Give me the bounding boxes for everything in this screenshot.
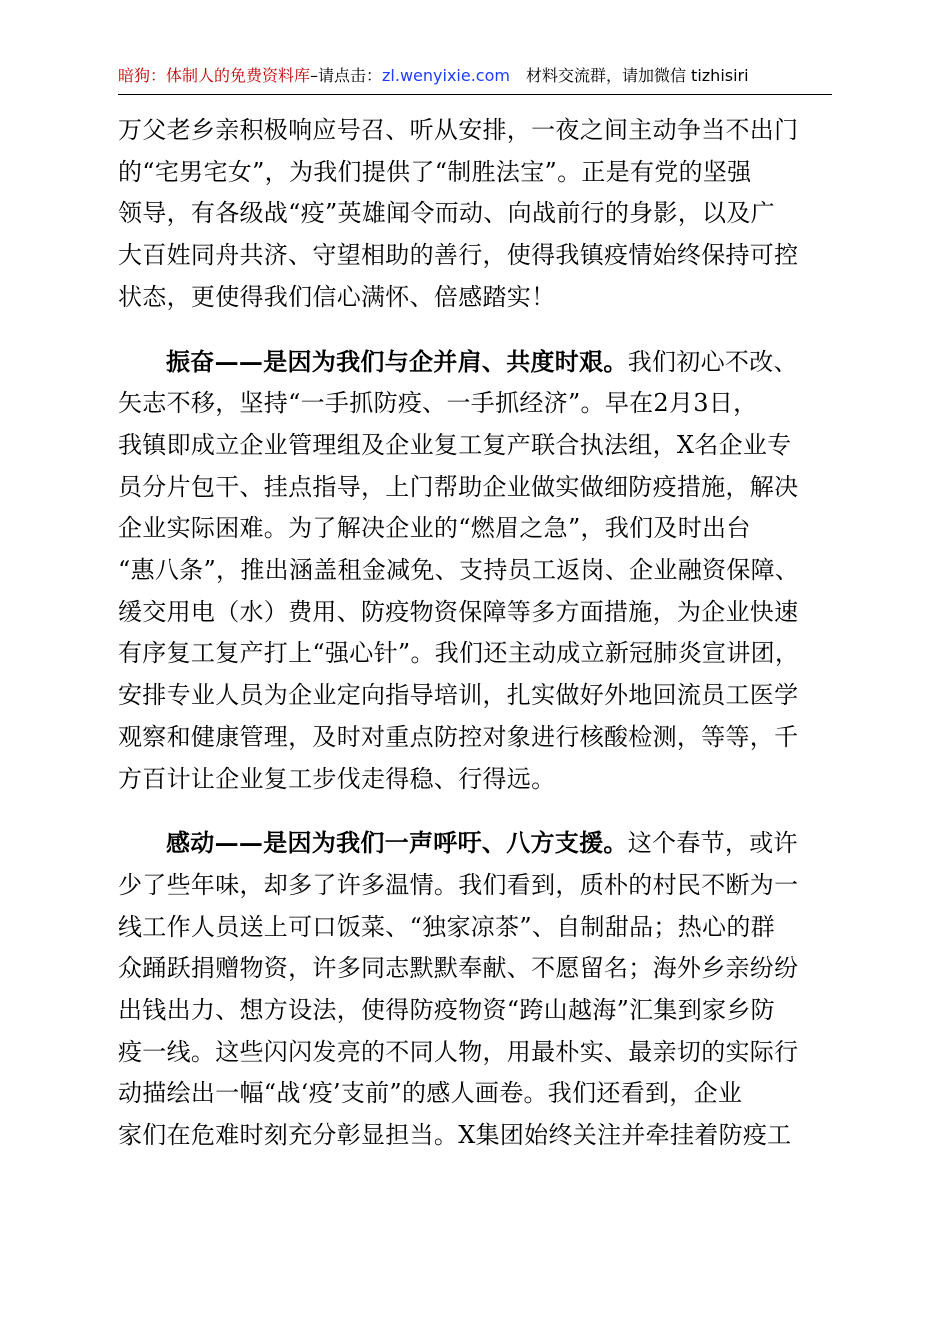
paragraph-line: 我镇即成立企业管理组及企业复工复产联合执法组，X名企业专 <box>118 430 792 459</box>
paragraph-line: 状态，更使得我们信心满怀、倍感踏实！ <box>118 282 556 311</box>
paragraph-line: 少了些年味，却多了许多温情。我们看到，质朴的村民不断为一 <box>118 870 799 899</box>
paragraph-line: 矢志不移，坚持“一手抓防疫、一手抓经济”。早在2月3日， <box>118 389 758 418</box>
paragraph-line: 出钱出力、想方设法，使得防疫物资“跨山越海”汇集到家乡防 <box>118 996 775 1025</box>
paragraph-line-rest: 这个春节，或许 <box>627 829 798 858</box>
paragraph-line: 众踊跃捐赠物资，许多同志默默奉献、不愿留名；海外乡亲纷纷 <box>118 954 799 983</box>
paragraph-line: 员分片包干、挂点指导，上门帮助企业做实做细防疫措施，解决 <box>118 472 799 501</box>
paragraph-lead-heading: 振奋——是因为我们与企并肩、共度时艰。 <box>166 346 628 376</box>
paragraph-line: 万父老乡亲积极响应号召、听从安排，一夜之间主动争当不出门 <box>118 116 799 144</box>
paragraph-line: 观察和健康管理，及时对重点防控对象进行核酸检测，等等，千 <box>118 722 799 751</box>
header-click-prompt: –请点击： <box>310 66 383 85</box>
paragraph-line: 线工作人员送上可口饭菜、“独家凉茶”、自制甜品；热心的群 <box>118 912 775 941</box>
paragraph-line: 方百计让企业复工步伐走得稳、行得远。 <box>118 764 556 793</box>
paragraph-line: 大百姓同舟共济、守望相助的善行，使得我镇疫情始终保持可控 <box>118 241 799 270</box>
paragraph-1 <box>118 110 838 319</box>
header-url-link[interactable]: zl.wenyixie.com <box>382 66 510 85</box>
header-brand: 暗狗：体制人的免费资料库 <box>118 66 311 85</box>
paragraph-line-rest: 我们初心不改、 <box>627 347 798 376</box>
paragraph-line: 动描绘出一幅“战‘疫’支前”的感人画卷。我们还看到，企业 <box>118 1079 743 1108</box>
paragraph-2 <box>118 341 838 801</box>
paragraph-lead-heading: 感动——是因为我们一声呼吁、八方支援。 <box>166 828 628 858</box>
paragraph-line: 领导，有各级战“疫”英雄闻令而动、向战前行的身影，以及广 <box>118 199 775 228</box>
header-group-note: 材料交流群，请加微信 tizhisiri <box>525 66 749 85</box>
paragraph-line: 企业实际困难。为了解决企业的“燃眉之急”，我们及时出台 <box>118 514 751 543</box>
paragraph-line: 的“宅男宅女”，为我们提供了“制胜法宝”。正是有党的坚强 <box>118 157 752 186</box>
page-header <box>118 66 832 95</box>
paragraph-line: 有序复工复产打上“强心针”。我们还主动成立新冠肺炎宣讲团， <box>118 639 800 668</box>
paragraph-3 <box>118 822 838 1157</box>
paragraph-line: 缓交用电（水）费用、防疫物资保障等多方面措施，为企业快速 <box>118 597 799 626</box>
paragraph-first-line <box>118 822 838 865</box>
paragraph-line: 家们在危难时刻充分彰显担当。X集团始终关注并牵挂着防疫工 <box>118 1121 792 1150</box>
paragraph-line: “惠八条”，推出涵盖租金减免、支持员工返岗、企业融资保障、 <box>118 556 800 585</box>
paragraph-first-line <box>118 341 838 384</box>
paragraph-line: 安排专业人员为企业定向指导培训，扎实做好外地回流员工医学 <box>118 681 799 710</box>
document-body <box>118 110 838 1179</box>
paragraph-line: 疫一线。这些闪闪发亮的不同人物，用最朴实、最亲切的实际行 <box>118 1037 799 1066</box>
